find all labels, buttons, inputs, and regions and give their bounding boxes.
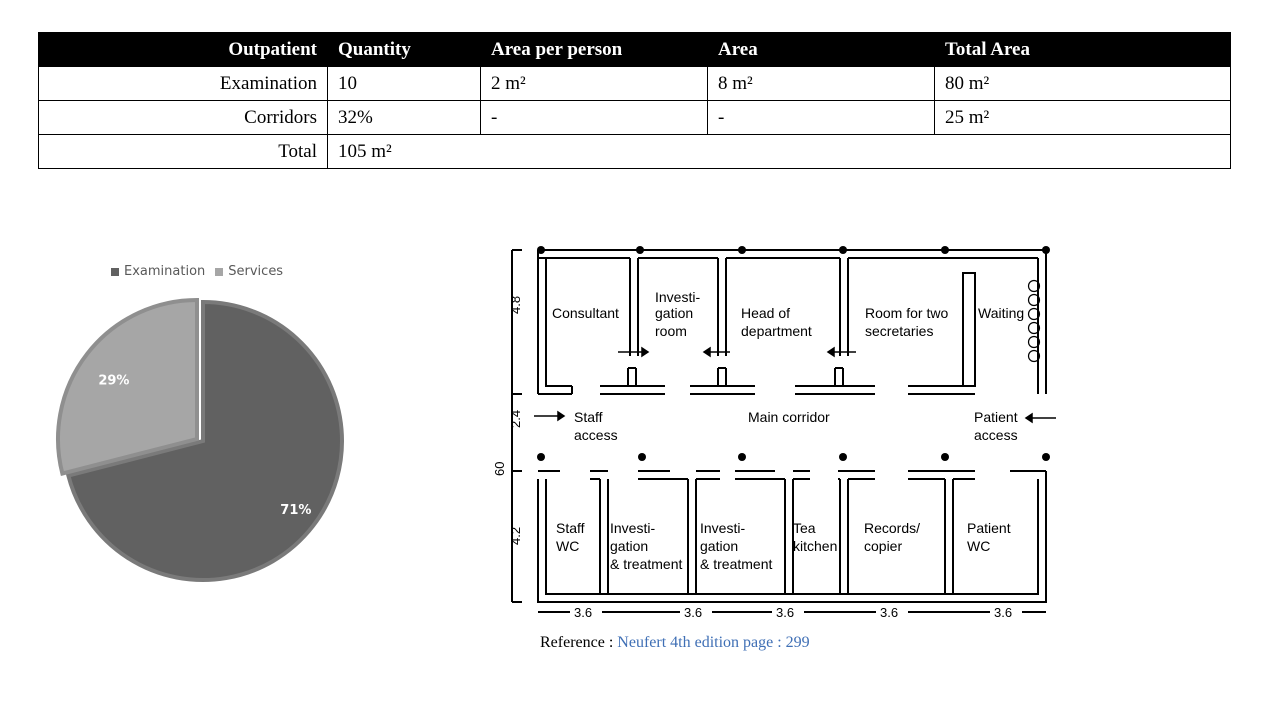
reference-label: Reference : [540,634,618,651]
corridor-label: Main corridor [748,409,830,425]
pie-label-examination: 71% [280,503,312,519]
dimension-label: 3.6 [880,605,899,620]
total-value: 105 m² [328,135,1231,169]
cell-area-per-person: - [481,101,708,135]
legend-item-examination [111,264,205,279]
room-label: WC [556,538,580,554]
room-label: & treatment [700,556,773,572]
legend-label: Services [228,264,284,279]
corridor-label: Staff [574,409,603,425]
legend-label: Examination [124,264,206,279]
room-label: secretaries [865,323,934,339]
corridor-label: access [974,427,1018,443]
cell-name: Corridors [39,101,328,135]
dimension-label: 3.6 [994,605,1013,620]
corridor-label: Patient [974,409,1018,425]
room-label: gation [700,538,739,554]
room-label: department [741,323,812,339]
room-label: Records/ [864,520,921,536]
header-area-per-person: Area per person [481,33,708,67]
room-label: copier [864,538,903,554]
room-label: kitchen [793,538,838,554]
cell-total-area: 25 m² [935,101,1231,135]
cell-quantity: 10 [328,67,481,101]
room-label: Investi- [700,520,746,536]
table-row [39,67,1231,101]
pie-legend [111,264,283,279]
area-table [38,32,1231,169]
room-label: Staff [556,520,585,536]
cell-area-per-person: 2 m² [481,67,708,101]
header-quantity: Quantity [328,33,481,67]
room-label: Head of [741,305,791,321]
corridor-label: access [574,427,618,443]
pie-chart [50,290,360,600]
dimension-label: 3.6 [776,605,795,620]
cell-name: Examination [39,67,328,101]
cell-total-area: 80 m² [935,67,1231,101]
dimension-label: 3.6 [574,605,593,620]
room-label: WC [967,538,991,554]
legend-swatch-icon [215,268,223,276]
room-label: gation [610,538,649,554]
room-label: gation [655,305,694,321]
dimension-label: 3.6 [684,605,703,620]
legend-item-services [215,264,283,279]
header-outpatient: Outpatient [39,33,328,67]
dimension-label: 4.8 [508,295,523,314]
cell-area: - [708,101,935,135]
table-header-row [39,33,1231,67]
room-label: room [655,323,687,339]
reference-note [540,634,810,652]
room-label: Patient [967,520,1011,536]
floor-plan [490,236,1070,626]
room-label: Waiting [978,305,1025,321]
room-label: Tea [793,520,816,536]
dimension-label: 4.2 [508,526,523,545]
table-row [39,101,1231,135]
room-label: Room for two [865,305,949,321]
room-label: & treatment [610,556,683,572]
header-area: Area [708,33,935,67]
legend-swatch-icon [111,268,119,276]
pie-label-services: 29% [98,373,130,389]
room-label: Consultant [552,305,619,321]
total-label: Total [39,135,328,169]
table-total-row [39,135,1231,169]
dimension-label: 2.4 [508,409,523,428]
dimension-label: 60 [492,461,507,476]
room-label: Investi- [610,520,656,536]
room-label: Investi- [655,289,701,305]
cell-area: 8 m² [708,67,935,101]
cell-quantity: 32% [328,101,481,135]
reference-link[interactable]: Neufert 4th edition page : 299 [617,634,810,651]
header-total-area: Total Area [935,33,1231,67]
